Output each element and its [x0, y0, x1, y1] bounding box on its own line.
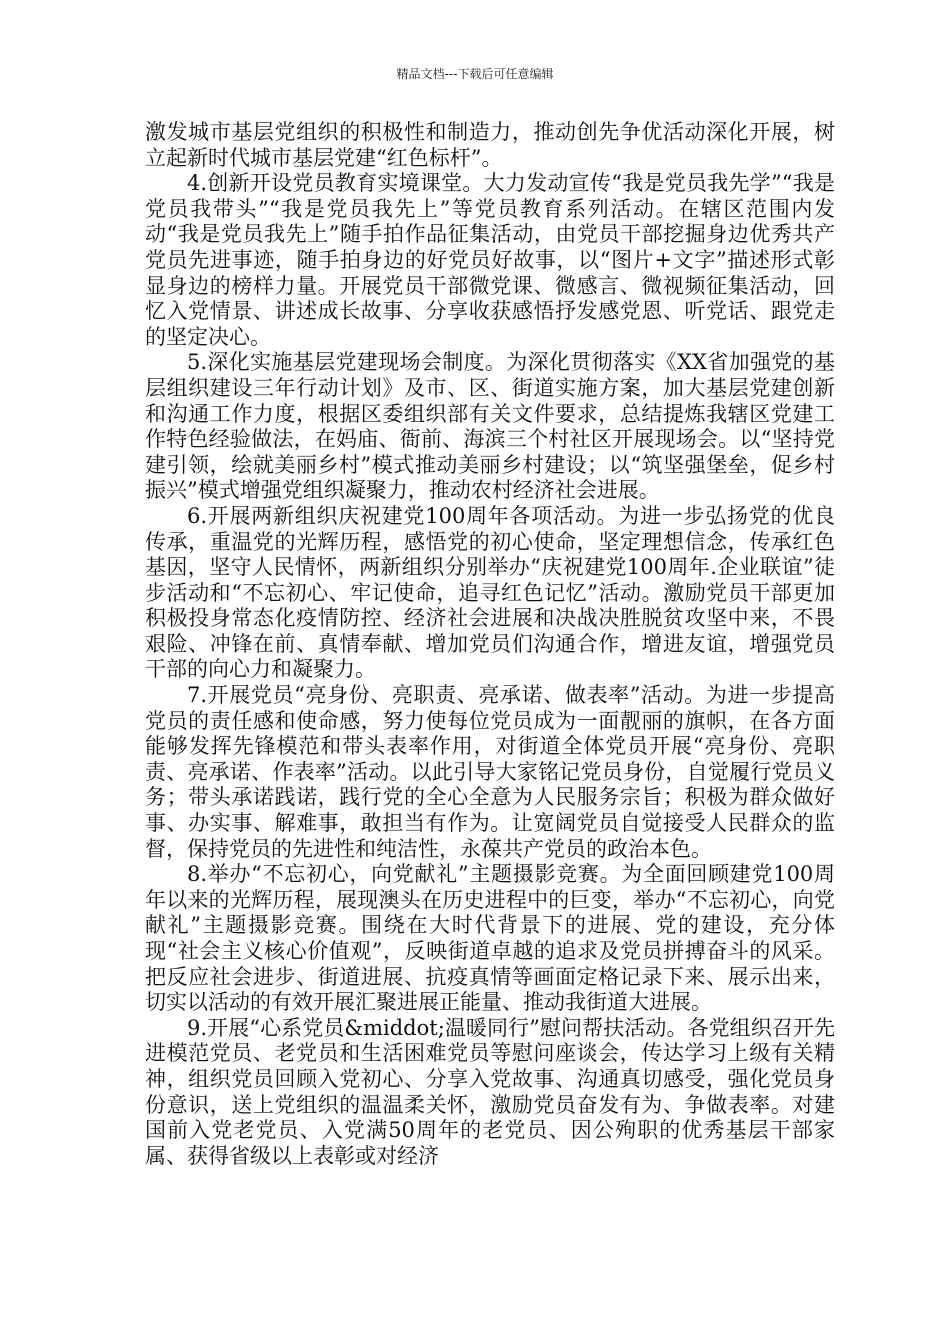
paragraph-continuation: 激发城市基层党组织的积极性和制造力，推动创先争优活动深化开展，树立起新时代城市基层党建“红色标杆”。: [145, 120, 835, 170]
paragraph-item-5: 5.深化实施基层党建现场会制度。为深化贯彻落实《XX省加强党的基层组织建设三年行动计划》及市、区、街道实施方案，加大基层党建创新和沟通工作力度，根据区委组织部有关文件要求，总结提炼我辖区党建工作特色经验做法，在妈庙、衙前、海滨三个村社区开展现场会。以“坚持党建引领，绘就美丽乡村”模式推动美丽乡村建设；以“筑坚强堡垒，促乡村振兴”模式增强党组织凝聚力，推动农村经济社会进展。: [145, 350, 835, 503]
paragraph-item-4: 4.创新开设党员教育实境课堂。大力发动宣传“我是党员我先学”“我是党员我带头”“我是党员我先上”等党员教育系列活动。在辖区范围内发动“我是党员我先上”随手拍作品征集活动，由党员干部挖掘身边优秀共产党员先进事迹，随手拍身边的好党员好故事，以“图片+文字”描述形式彰显身边的榜样力量。开展党员干部微党课、微感言、微视频征集活动，回忆入党情景、讲述成长故事、分享收获感悟抒发感党恩、听党话、跟党走的坚定决心。: [145, 171, 835, 349]
paragraph-item-6: 6.开展两新组织庆祝建党100周年各项活动。为进一步弘扬党的优良传承，重温党的光辉历程，感悟党的初心使命，坚定理想信念，传承红色基因，坚守人民情怀，两新组织分别举办“庆祝建党100周年.企业联谊”徒步活动和“不忘初心、牢记使命，追寻红色记忆”活动。激励党员干部更加积极投身常态化疫情防控、经济社会进展和决战决胜脱贫攻坚中来，不畏艰险、冲锋在前、真情奉献、增加党员们沟通合作，增进友谊，增强党员干部的向心力和凝聚力。: [145, 503, 835, 682]
page-header: 精品文档---下载后可任意编辑: [396, 67, 554, 81]
document-body: [145, 120, 835, 1169]
paragraph-item-8: 8.举办“不忘初心，向党献礼”主题摄影竞赛。为全面回顾建党100周年以来的光辉历程，展现澳头在历史进程中的巨变，举办“不忘初心，向党献礼”主题摄影竞赛。围绕在大时代背景下的进展、党的建设，充分体现“社会主义核心价值观”，反映街道卓越的追求及党员拼搏奋斗的风采。把反应社会进步、街道进展、抗疫真情等画面定格记录下来、展示出来，切实以活动的有效开展汇聚进展正能量、推动我街道大进展。: [145, 862, 835, 1015]
paragraph-item-7: 7.开展党员“亮身份、亮职责、亮承诺、做表率”活动。为进一步提高党员的责任感和使命感，努力使每位党员成为一面靓丽的旗帜，在各方面能够发挥先锋模范和带头表率作用，对街道全体党员开展“亮身份、亮职责、亮承诺、作表率”活动。以此引导大家铭记党员身份，自觉履行党员义务；带头承诺践诺，践行党的全心全意为人民服务宗旨；积极为群众做好事、办实事、解难事，敢担当有作为。让宽阔党员自觉接受人民群众的监督，保持党员的先进性和纯洁性，永葆共产党员的政治本色。: [145, 683, 835, 861]
paragraph-item-9: 9.开展“心系党员&middot;温暖同行”慰问帮扶活动。各党组织召开先进模范党员、老党员和生活困难党员等慰问座谈会，传达学习上级有关精神，组织党员回顾入党初心、分享入党故事、沟通真切感受，强化党员身份意识，送上党组织的温温柔关怀，激励党员奋发有为、争做表率。对建国前入党老党员、入党满50周年的老党员、因公殉职的优秀基层干部家属、获得省级以上表彰或对经济: [145, 1015, 835, 1168]
